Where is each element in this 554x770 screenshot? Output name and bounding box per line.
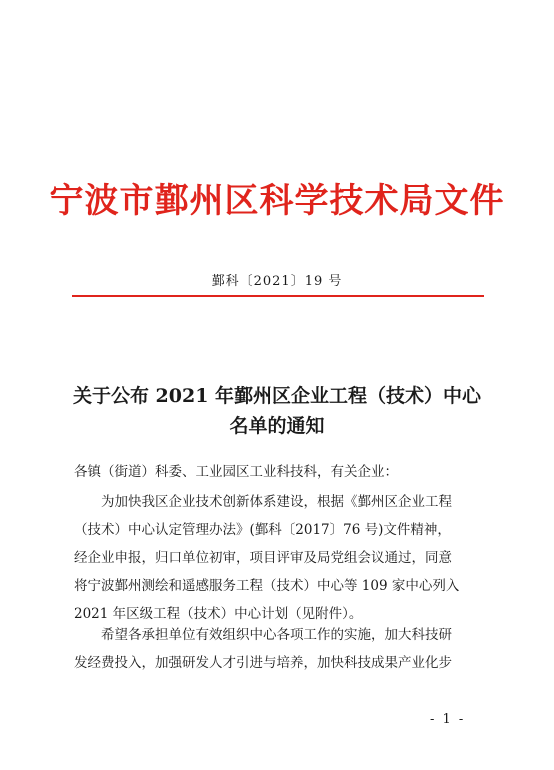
notice-title (0, 381, 554, 441)
red-divider-line (72, 295, 484, 297)
body-paragraph-2 (74, 621, 486, 677)
paragraph-line: 发经费投入，加强研发人才引进与培养，加快科技成果产业化步 (74, 655, 452, 671)
paragraph-line: （技术）中心认定管理办法》(鄞科〔2017〕76 号)文件精神， (74, 522, 451, 538)
document-number: 鄞科〔2021〕19 号 (211, 274, 343, 289)
paragraph-line: 将宁波鄞州测绘和遥感服务工程（技术）中心等 109 家中心列入 (74, 578, 460, 594)
paragraph-line: 希望各承担单位有效组织中心各项工作的实施，加大科技研 (101, 627, 452, 643)
body-paragraph-1 (74, 488, 486, 628)
salutation: 各镇（街道）科委、工业园区工业科技科，有关企业： (74, 464, 398, 480)
page-number: - 1 - (430, 712, 466, 727)
paragraph-line: 为加快我区企业技术创新体系建设，根据《鄞州区企业工程 (101, 494, 452, 510)
document-masthead: 宁波市鄞州区科学技术局文件 (49, 181, 505, 221)
notice-title-line: 关于公布 2021 年鄞州区企业工程（技术）中心 (72, 385, 482, 407)
paragraph-line: 经企业申报，归口单位初审，项目评审及局党组会议通过，同意 (74, 550, 452, 566)
paragraph-line: 2021 年区级工程（技术）中心计划（见附件）。 (74, 606, 363, 622)
notice-title-line: 名单的通知 (229, 415, 325, 437)
